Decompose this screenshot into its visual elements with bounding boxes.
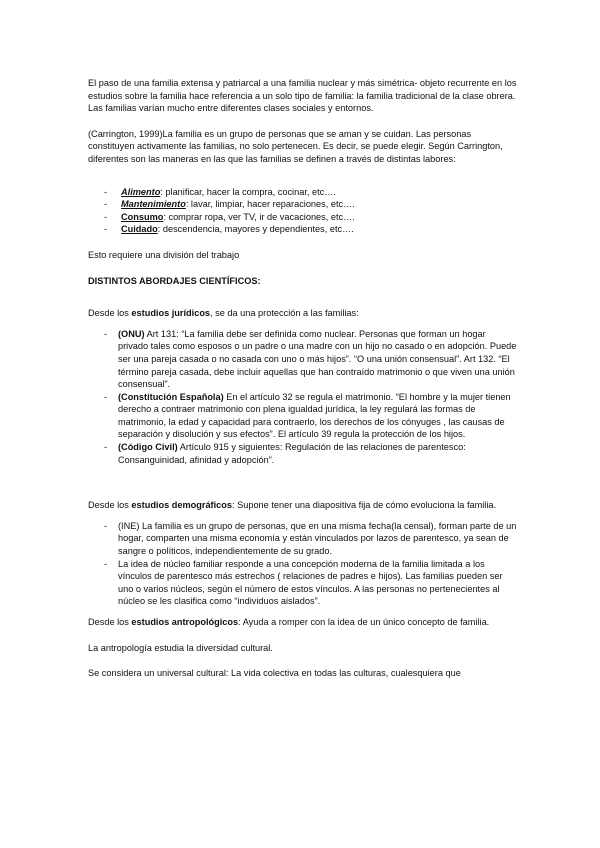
- antropologicos-post: : Ayuda a romper con la idea de un único concepto de familia.: [238, 617, 490, 627]
- document-page: [88, 77, 518, 680]
- list-item: [88, 328, 518, 391]
- labor-text: : comprar ropa, ver TV, ir de vacaciones, etc….: [163, 211, 355, 222]
- labor-text: : descendencia, mayores y dependientes, etc….: [157, 224, 354, 235]
- list-item: [88, 441, 518, 466]
- labor-term: Alimento: [121, 186, 161, 197]
- labor-text: : lavar, limpiar, hacer reparaciones, etc….: [185, 199, 355, 210]
- item-text: Art 131: “La familia debe ser definida como nuclear. Personas que forman un hogar privado tales como esposos o un padre o una madre con un hijo no casado o en adopción. Puede ser una pareja casada o no casada con uno o más hijos”. “O una unión consensual”. Art 132. “El término pareja casada, debe incluir aquellas que han contraído matrimonio o que viven una unión consensual”.: [118, 328, 517, 390]
- item-term: (Código Civil): [118, 442, 178, 453]
- demograficos-pre: Desde los: [88, 500, 132, 511]
- demograficos-term: estudios demográficos: [131, 500, 232, 511]
- item-text: Artículo 915 y siguientes: Regulación de las relaciones de parentesco: Consanguinidad, afinidad y adopción”.: [118, 442, 466, 465]
- labor-text: : planificar, hacer la compra, cocinar, etc….: [160, 186, 336, 197]
- juridicos-pre: Desde los: [88, 308, 132, 319]
- item-term: (Constitución Española): [118, 391, 224, 402]
- division-paragraph: Esto requiere una división del trabajo: [88, 249, 240, 260]
- intro-paragraph-2: (Carrington, 1999)La familia es un grupo de personas que se aman y se cuidan. Las personas constituyen activamente las familias, no solo pertenecen. Es decir, se puede elegir. Según Carrington, diferentes son las maneras en las que las familias se definen a través de distintas labores:: [88, 128, 503, 164]
- list-item: - La idea de núcleo familiar responde a una concepción moderna de la familia limitada a los vínculos de parentesco más estrechos ( relaciones de padres e hijos). Las familias pueden ser uno o varios núcleos, según el número de estos vínculos. A las personas no pertenecientes al núcleo se les clasifica como “individuos aislados”.: [88, 558, 518, 608]
- item-term: (ONU): [118, 328, 145, 339]
- list-item: [88, 223, 518, 236]
- antropologicos-pre: Desde los: [88, 617, 132, 627]
- labor-term: Consumo: [121, 211, 164, 222]
- juridicos-post: , se da una protección a las familias:: [210, 308, 359, 319]
- demograficos-intro: [88, 499, 518, 512]
- labor-term: Cuidado: [121, 224, 158, 235]
- list-item: - (INE) La familia es un grupo de personas, que en una misma fecha(la censal), forman parte de un hogar, comparten una misma economía y están vinculados por lazos de parentesco, ya sean de sangre o políticos, independientemente de su grado.: [88, 520, 518, 558]
- demograficos-post: : Supone tener una diapositiva fija de cómo evoluciona la familia.: [232, 500, 497, 511]
- universal-paragraph: Se considera un universal cultural: La vida colectiva en todas las culturas, cualesquiera que: [88, 668, 461, 679]
- juridicos-term: estudios jurídicos: [131, 308, 211, 319]
- demograficos-list: [88, 520, 518, 608]
- antropologia-paragraph: La antropología estudia la diversidad cultural.: [88, 642, 273, 653]
- item-text: En el artículo 32 se regula el matrimonio. “El hombre y la mujer tienen derecho a contraer matrimonio con plena igualdad jurídica, la ley regulará las formas de matrimonio, la edad y capacidad para contraerlo, los derechos de los cónyuges , las causas de separación y disolución y sus efectos”. El artículo 39 regula la protección de los hijos.: [118, 391, 511, 440]
- list-item: [88, 186, 518, 199]
- list-item: [88, 198, 518, 211]
- intro-paragraph-1: El paso de una familia extensa y patriarcal a una familia nuclear y más simétrica- objeto recurrente en los estudios sobre la familia hace referencia a un solo tipo de familia: la familia tradicional de la clase obrera. Las familias varían mucho entre diferentes clases sociales y entornos.: [88, 78, 517, 114]
- antropologicos-term: estudios antropológicos: [131, 617, 239, 627]
- list-item: [88, 211, 518, 224]
- list-item: [88, 391, 518, 441]
- juridicos-list: [88, 328, 518, 467]
- section-heading: DISTINTOS ABORDAJES CIENTÍFICOS:: [88, 275, 261, 286]
- juridicos-intro: [88, 307, 518, 320]
- antropologicos-intro: [88, 616, 518, 629]
- labor-term: Mantenimiento: [121, 199, 186, 210]
- labores-list: [88, 186, 518, 236]
